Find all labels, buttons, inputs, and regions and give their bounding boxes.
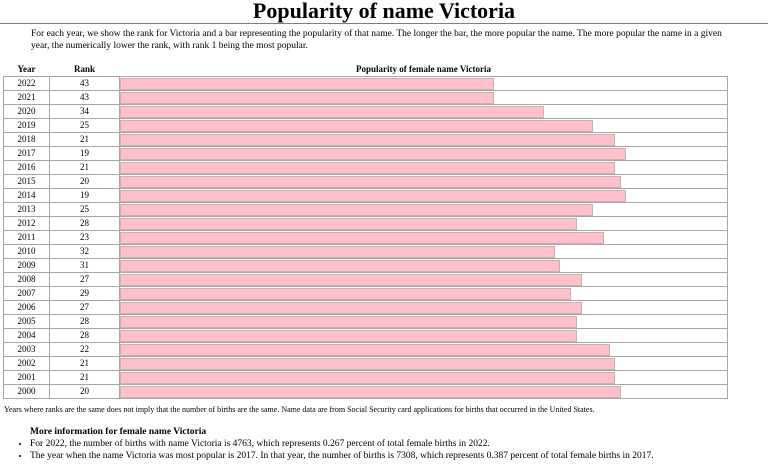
more-info-title: More information for female name Victoria	[30, 427, 207, 437]
table-row	[4, 343, 728, 357]
year-cell: 2015	[4, 175, 50, 189]
table-row	[4, 77, 728, 91]
year-cell: 2011	[4, 231, 50, 245]
year-cell: 2018	[4, 133, 50, 147]
year-cell: 2022	[4, 77, 50, 91]
year-cell: 2013	[4, 203, 50, 217]
rank-cell: 32	[50, 245, 120, 259]
table-row	[4, 371, 728, 385]
table-row	[4, 315, 728, 329]
bar-cell	[120, 245, 728, 259]
bar-cell	[120, 273, 728, 287]
bar-cell	[120, 259, 728, 273]
year-cell: 2021	[4, 91, 50, 105]
table-row	[4, 357, 728, 371]
popularity-bar	[120, 232, 604, 244]
rank-cell: 31	[50, 259, 120, 273]
year-cell: 2009	[4, 259, 50, 273]
year-cell: 2005	[4, 315, 50, 329]
popularity-bar	[120, 358, 615, 370]
table-row	[4, 189, 728, 203]
table-header-row	[4, 63, 728, 77]
year-cell: 2020	[4, 105, 50, 119]
popularity-bar	[120, 134, 615, 146]
year-cell: 2006	[4, 301, 50, 315]
rank-column-header: Rank	[50, 63, 120, 77]
year-cell: 2004	[4, 329, 50, 343]
table-row	[4, 91, 728, 105]
table-row	[4, 105, 728, 119]
more-info-section	[17, 426, 762, 462]
bar-cell	[120, 357, 728, 371]
popularity-bar	[120, 176, 621, 188]
popularity-bar	[120, 274, 582, 286]
year-cell: 2010	[4, 245, 50, 259]
footnote: Years where ranks are the same does not imply that the number of births are the same. Name data are from Social Security card applications for births that occurred in the United States.	[4, 405, 595, 414]
year-cell: 2008	[4, 273, 50, 287]
bar-cell	[120, 315, 728, 329]
bar-cell	[120, 147, 728, 161]
table-row	[4, 119, 728, 133]
rank-cell: 27	[50, 273, 120, 287]
rank-cell: 21	[50, 371, 120, 385]
bar-cell	[120, 119, 728, 133]
rank-cell: 28	[50, 217, 120, 231]
rank-cell: 22	[50, 343, 120, 357]
title-divider	[0, 23, 768, 24]
bar-cell	[120, 231, 728, 245]
table-row	[4, 147, 728, 161]
popularity-bar	[120, 344, 610, 356]
rank-cell: 43	[50, 77, 120, 91]
rank-cell: 28	[50, 315, 120, 329]
bar-cell	[120, 105, 728, 119]
table-row	[4, 175, 728, 189]
rank-cell: 21	[50, 357, 120, 371]
rank-cell: 21	[50, 133, 120, 147]
popularity-column-header: Popularity of female name Victoria	[120, 63, 728, 77]
bar-cell	[120, 175, 728, 189]
table-row	[4, 161, 728, 175]
popularity-bar	[120, 190, 626, 202]
rank-cell: 25	[50, 119, 120, 133]
popularity-bar	[120, 302, 582, 314]
table-row	[4, 273, 728, 287]
table-row	[4, 231, 728, 245]
popularity-bar	[120, 246, 555, 258]
year-cell: 2019	[4, 119, 50, 133]
rank-cell: 34	[50, 105, 120, 119]
more-info-item: • The year when the name Victoria was most popular is 2017. In that year, the number of births is 7308, which represents 0.387 percent of total female births in 2017.	[30, 450, 762, 462]
popularity-bar	[120, 260, 560, 272]
popularity-bar	[120, 330, 577, 342]
rank-cell: 28	[50, 329, 120, 343]
bar-cell	[120, 77, 728, 91]
bar-cell	[120, 161, 728, 175]
year-cell: 2016	[4, 161, 50, 175]
popularity-bar	[120, 106, 544, 118]
popularity-bar	[120, 120, 593, 132]
bar-cell	[120, 133, 728, 147]
table-row	[4, 259, 728, 273]
year-cell: 2017	[4, 147, 50, 161]
bar-cell	[120, 189, 728, 203]
table-row	[4, 329, 728, 343]
bar-cell	[120, 385, 728, 399]
popularity-bar	[120, 316, 577, 328]
bar-cell	[120, 203, 728, 217]
bar-cell	[120, 343, 728, 357]
page-title: Popularity of name Victoria	[252, 0, 516, 23]
intro-text: For each year, we show the rank for Victoria and a bar representing the popularity of that name. The longer the bar, the more popular the name. The more popular the name in a given year, the numerically lower the rank, with rank 1 being the most popular.	[31, 29, 722, 51]
year-cell: 2001	[4, 371, 50, 385]
year-cell: 2014	[4, 189, 50, 203]
rank-cell: 19	[50, 147, 120, 161]
popularity-bar	[120, 92, 494, 104]
table-row	[4, 217, 728, 231]
popularity-bar	[120, 204, 593, 216]
rank-cell: 21	[50, 161, 120, 175]
rank-cell: 43	[50, 91, 120, 105]
year-column-header: Year	[4, 63, 50, 77]
rank-cell: 27	[50, 301, 120, 315]
more-info-list	[17, 438, 762, 462]
rank-table	[3, 63, 728, 399]
year-cell: 2002	[4, 357, 50, 371]
bar-cell	[120, 371, 728, 385]
table-row	[4, 301, 728, 315]
popularity-bar	[120, 288, 571, 300]
table-row	[4, 385, 728, 399]
year-cell: 2003	[4, 343, 50, 357]
table-row	[4, 203, 728, 217]
rank-cell: 19	[50, 189, 120, 203]
rank-cell: 20	[50, 385, 120, 399]
year-cell: 2007	[4, 287, 50, 301]
year-cell: 2012	[4, 217, 50, 231]
bar-cell	[120, 329, 728, 343]
table-row	[4, 133, 728, 147]
rank-cell: 29	[50, 287, 120, 301]
table-row	[4, 245, 728, 259]
bar-cell	[120, 301, 728, 315]
popularity-bar	[120, 372, 615, 384]
more-info-item: • For 2022, the number of births with name Victoria is 4763, which represents 0.267 percent of total female births in 2022.	[30, 438, 762, 450]
popularity-bar	[120, 78, 494, 90]
popularity-bar	[120, 162, 615, 174]
bar-cell	[120, 91, 728, 105]
popularity-bar	[120, 218, 577, 230]
popularity-bar	[120, 148, 626, 160]
rank-cell: 25	[50, 203, 120, 217]
table-row	[4, 287, 728, 301]
rank-table-body	[4, 77, 728, 399]
rank-cell: 23	[50, 231, 120, 245]
year-cell: 2000	[4, 385, 50, 399]
rank-cell: 20	[50, 175, 120, 189]
bar-cell	[120, 217, 728, 231]
bar-cell	[120, 287, 728, 301]
popularity-bar	[120, 386, 621, 398]
